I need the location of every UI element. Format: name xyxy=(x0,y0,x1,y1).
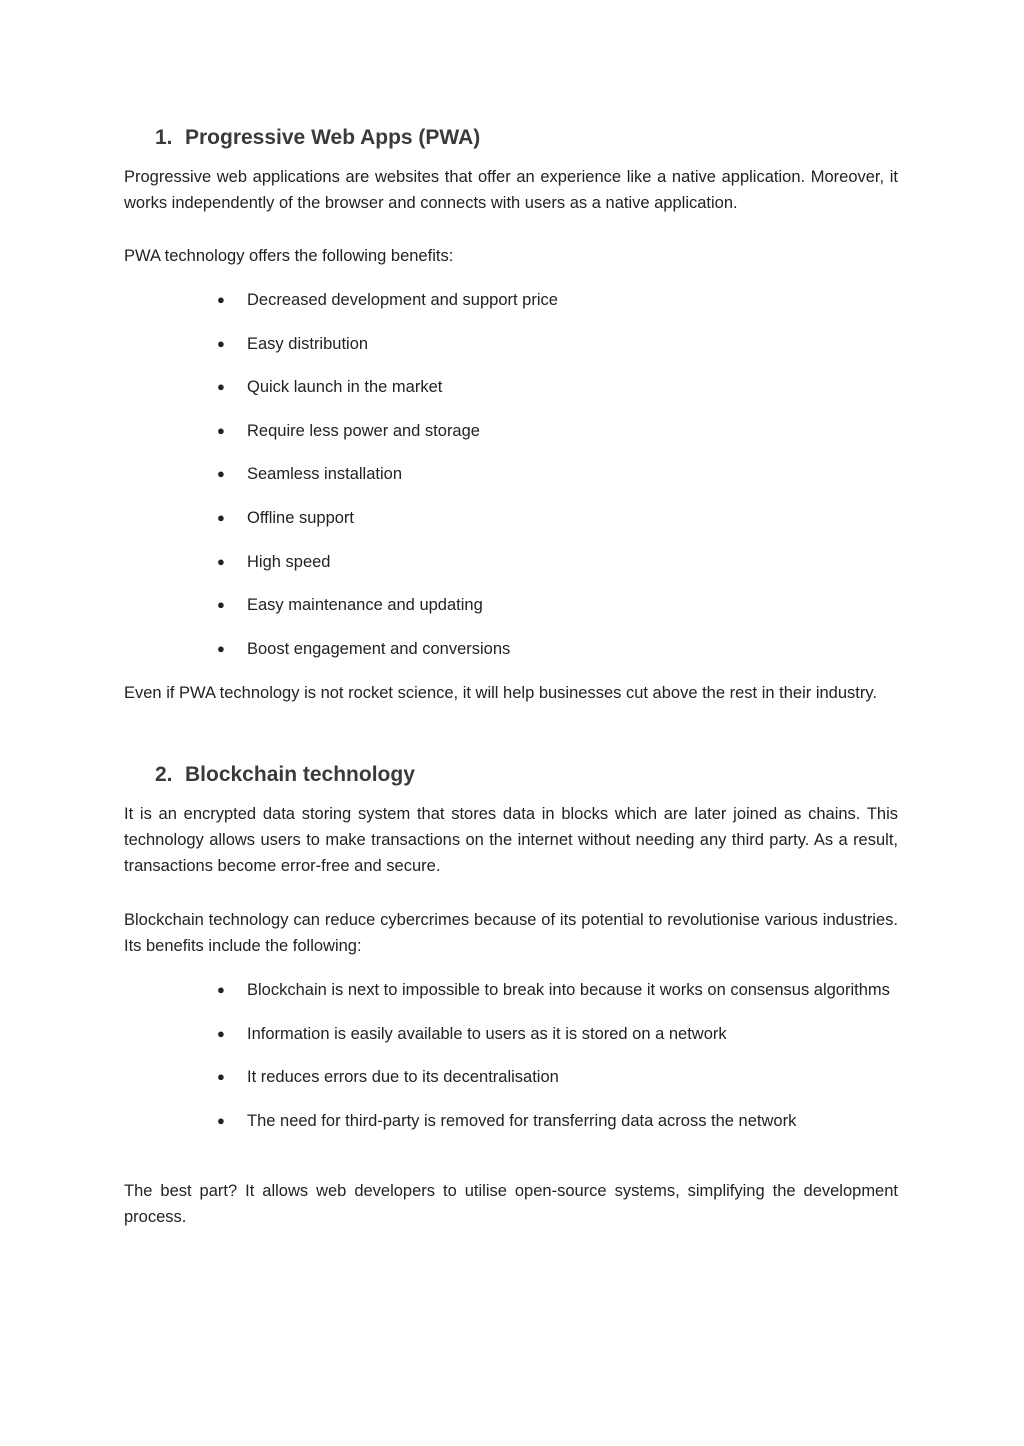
bullet-icon: ● xyxy=(217,982,225,997)
section-title: Progressive Web Apps (PWA) xyxy=(185,126,481,149)
bullet-icon: ● xyxy=(217,292,225,307)
bullet-icon: ● xyxy=(217,640,225,656)
list-item: ● Quick launch in the market xyxy=(217,374,898,400)
pwa-lead-paragraph: PWA technology offers the following benefits: xyxy=(124,247,454,265)
list-item: ● Seamless installation xyxy=(217,461,898,487)
blockchain-intro-paragraph: It is an encrypted data storing system that stores data in blocks which are later joined as chains. This technology allows users to make transactions on the internet without needing any third party. As a result, transactions become error-free and secure. xyxy=(124,805,898,875)
bullet-icon: ● xyxy=(217,335,225,351)
bullet-icon: ● xyxy=(217,422,225,438)
bullet-icon: ● xyxy=(217,1025,225,1041)
bullet-icon: ● xyxy=(217,1112,225,1128)
list-item: ● Require less power and storage xyxy=(217,418,898,444)
bullet-icon: ● xyxy=(217,466,225,482)
pwa-closing-paragraph: Even if PWA technology is not rocket science, it will help businesses cut above the rest in their industry. xyxy=(124,684,877,702)
list-item: ● Blockchain is next to impossible to break into because it works on consensus algorithms xyxy=(217,977,898,1003)
section-title: Blockchain technology xyxy=(185,763,415,786)
blockchain-lead-paragraph: Blockchain technology can reduce cybercrimes because of its potential to revolutionise various industries. Its benefits include the following: xyxy=(124,911,898,955)
bullet-icon: ● xyxy=(217,379,225,395)
section-number: 2. xyxy=(155,763,173,786)
bullet-icon: ● xyxy=(217,553,225,569)
list-item: ● Decreased development and support price xyxy=(217,287,898,313)
list-item: ● Offline support xyxy=(217,505,898,531)
section-heading-pwa xyxy=(155,126,480,150)
blockchain-benefits-list xyxy=(217,977,898,1134)
list-item: ● The need for third-party is removed for transferring data across the network xyxy=(217,1108,898,1134)
list-item: ● Information is easily available to users as it is stored on a network xyxy=(217,1021,898,1047)
list-item: ● Easy distribution xyxy=(217,331,898,357)
section-heading-blockchain xyxy=(155,763,415,787)
bullet-icon: ● xyxy=(217,1069,225,1085)
list-item: ● It reduces errors due to its decentralisation xyxy=(217,1064,898,1090)
blockchain-closing-paragraph: The best part? It allows web developers to utilise open-source systems, simplifying the development process. xyxy=(124,1182,898,1226)
list-item: ● Easy maintenance and updating xyxy=(217,592,898,618)
bullet-icon: ● xyxy=(217,509,225,525)
pwa-benefits-list xyxy=(217,287,898,662)
section-number: 1. xyxy=(155,126,173,149)
list-item: ● High speed xyxy=(217,549,898,575)
bullet-icon: ● xyxy=(217,597,225,613)
pwa-intro-paragraph: Progressive web applications are websites that offer an experience like a native application. Moreover, it works independently of the browser and connects with users as a native application. xyxy=(124,168,898,212)
list-item: ● Boost engagement and conversions xyxy=(217,636,898,662)
